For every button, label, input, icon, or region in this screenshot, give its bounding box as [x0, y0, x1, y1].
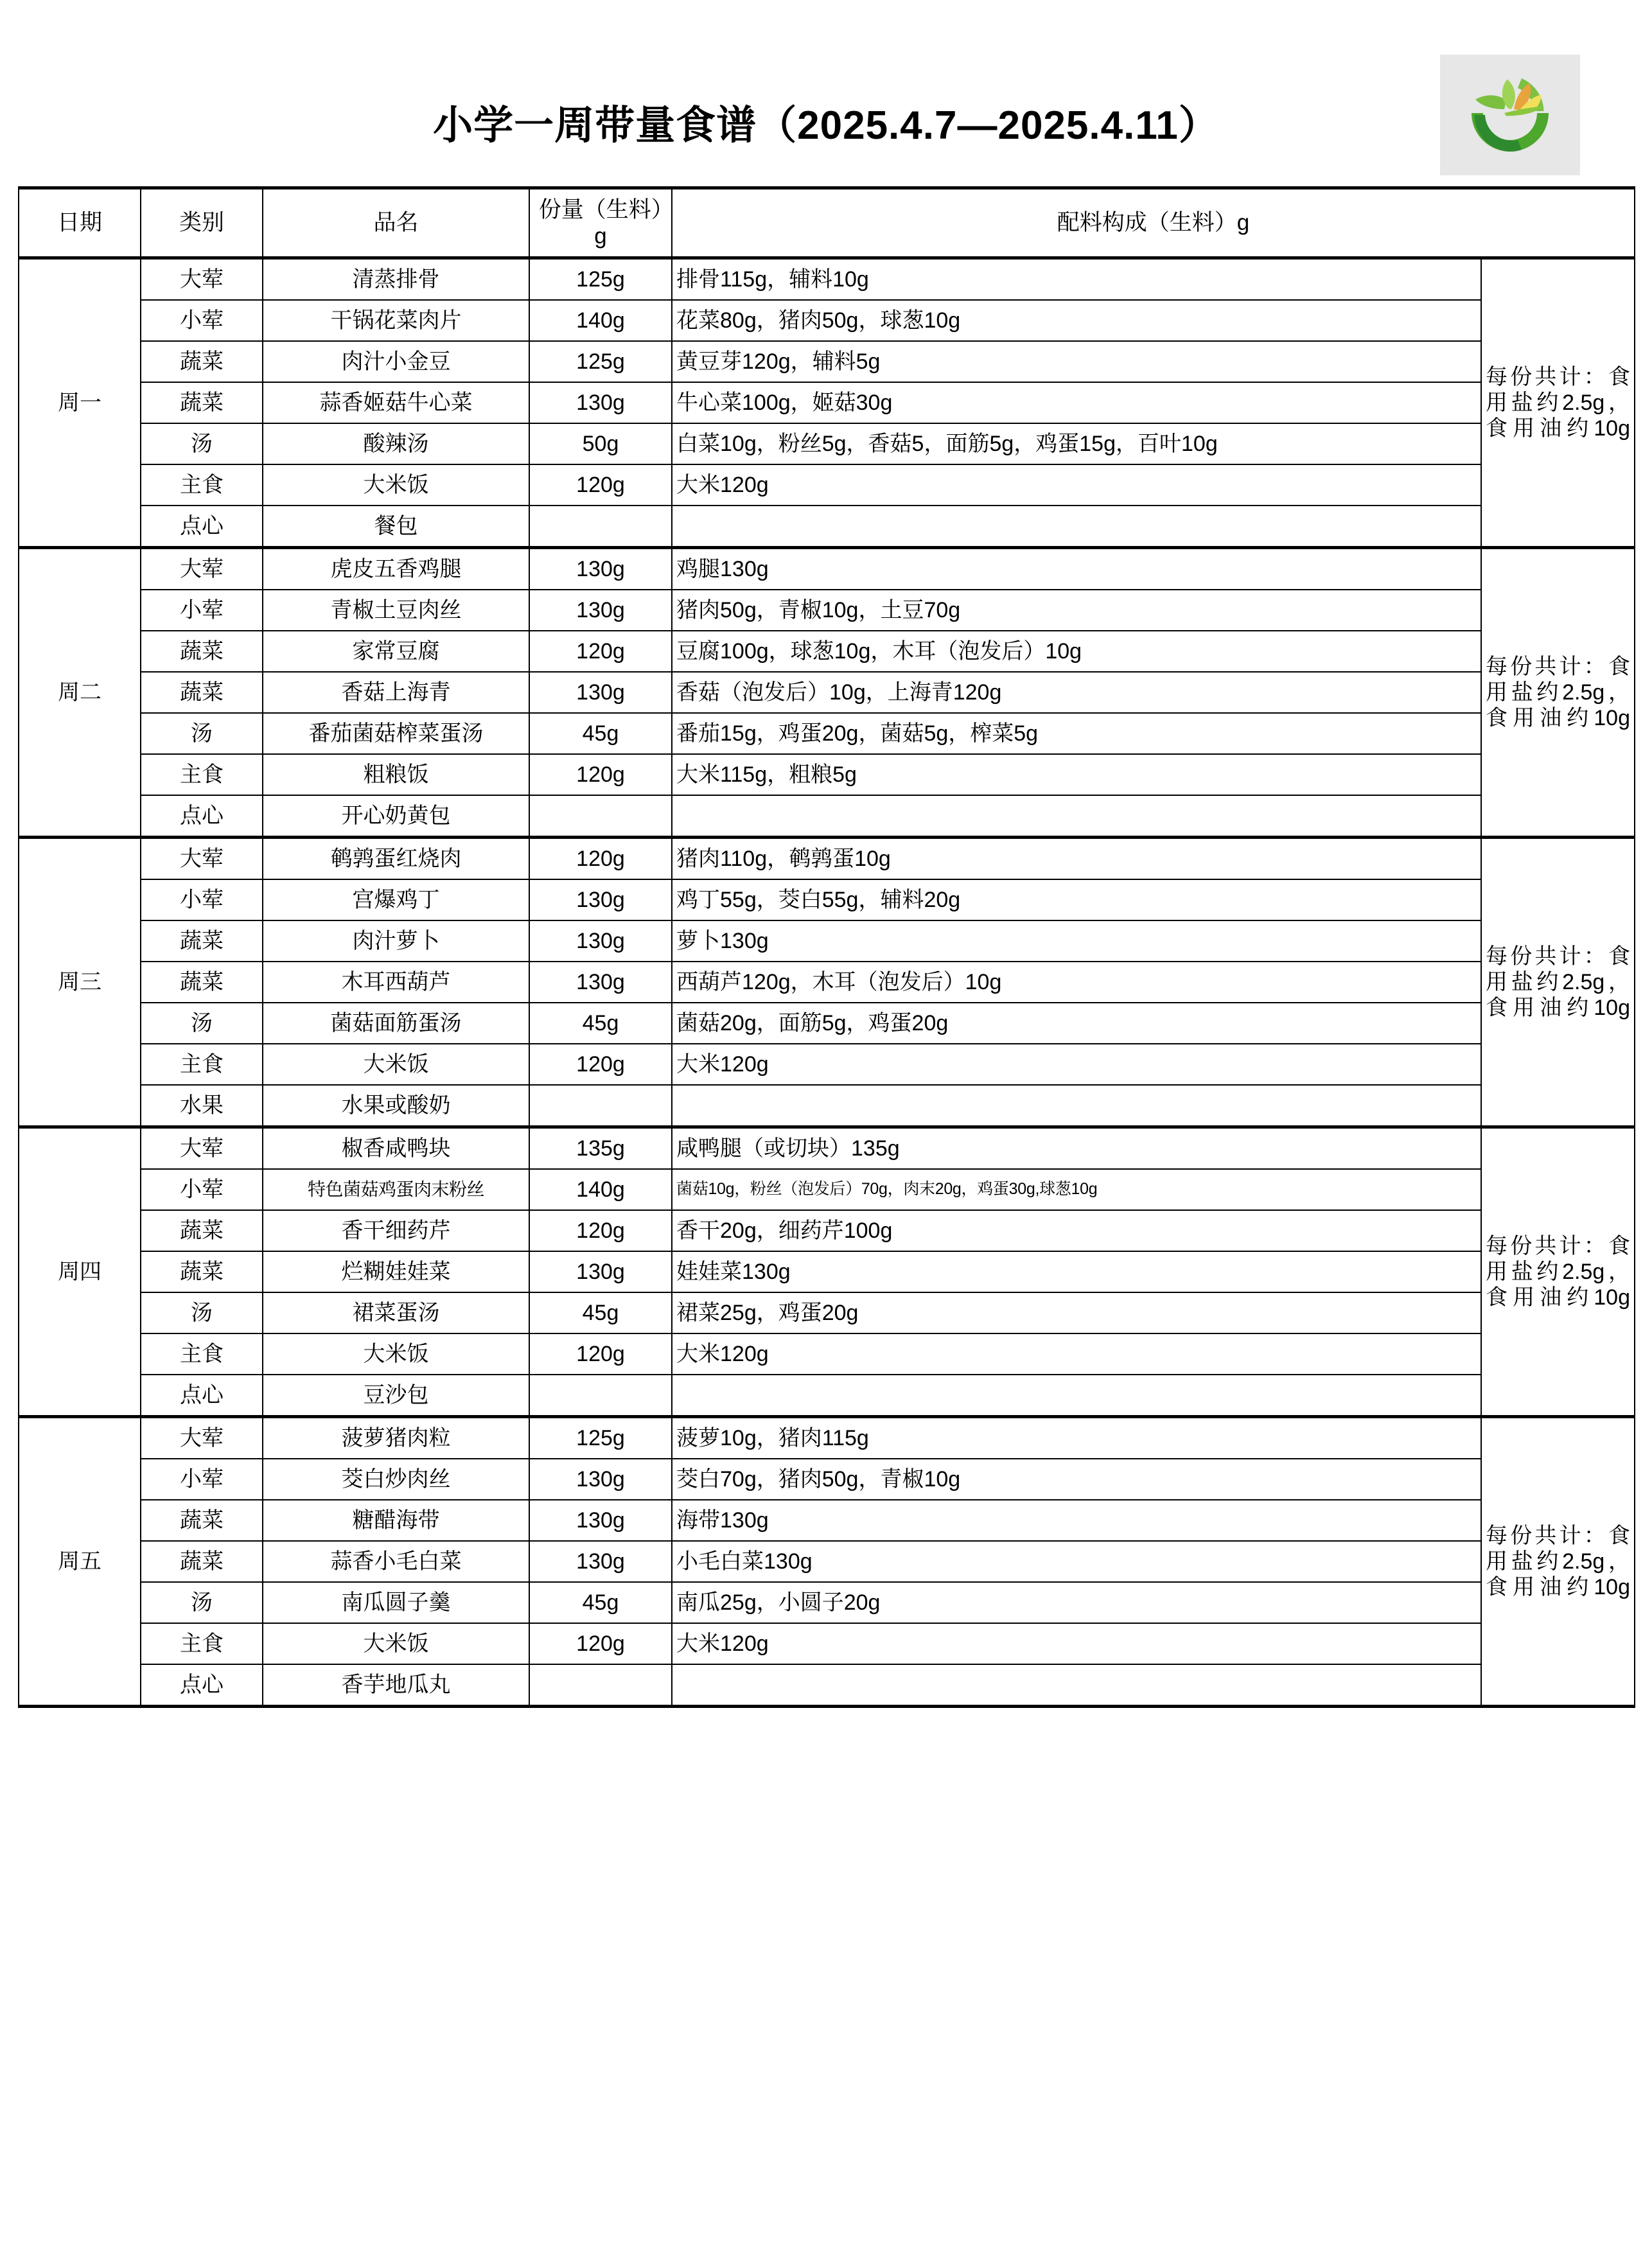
row-portion: 130g — [529, 590, 672, 631]
row-ingredients: 大米120g — [672, 464, 1481, 506]
table-row — [19, 1292, 1635, 1333]
row-ingredients: 白菜10g，粉丝5g，香菇5，面筋5g，鸡蛋15g，百叶10g — [672, 423, 1481, 464]
table-row — [19, 713, 1635, 754]
row-portion: 120g — [529, 1210, 672, 1251]
row-ingredients: 大米120g — [672, 1333, 1481, 1375]
row-category: 大荤 — [141, 1127, 263, 1170]
row-portion: 135g — [529, 1127, 672, 1170]
day-label: 周五 — [19, 1417, 141, 1707]
row-portion: 130g — [529, 548, 672, 590]
table-row — [19, 838, 1635, 880]
row-category: 蔬菜 — [141, 341, 263, 382]
table-row — [19, 258, 1635, 301]
row-category: 主食 — [141, 754, 263, 795]
table-row — [19, 1541, 1635, 1582]
row-ingredients: 鸡腿130g — [672, 548, 1481, 590]
menu-table-wrapper — [18, 186, 1634, 1708]
row-dish: 南瓜圆子羹 — [263, 1582, 529, 1623]
row-category: 点心 — [141, 1664, 263, 1707]
row-dish: 裙菜蛋汤 — [263, 1292, 529, 1333]
row-dish: 干锅花菜肉片 — [263, 300, 529, 341]
row-ingredients: 南瓜25g，小圆子20g — [672, 1582, 1481, 1623]
row-dish: 粗粮饭 — [263, 754, 529, 795]
row-ingredients: 花菜80g，猪肉50g，球葱10g — [672, 300, 1481, 341]
table-row — [19, 1375, 1635, 1417]
row-ingredients: 菌菇10g，粉丝（泡发后）70g，肉末20g，鸡蛋30g,球葱10g — [672, 1169, 1481, 1210]
row-category: 水果 — [141, 1085, 263, 1127]
row-dish: 豆沙包 — [263, 1375, 529, 1417]
row-dish: 清蒸排骨 — [263, 258, 529, 301]
row-category: 蔬菜 — [141, 1500, 263, 1541]
table-row — [19, 341, 1635, 382]
weekly-menu-table — [18, 186, 1635, 1708]
row-dish: 烂糊娃娃菜 — [263, 1251, 529, 1292]
day-label: 周二 — [19, 548, 141, 838]
menu-table-body — [19, 188, 1635, 1707]
row-ingredients: 猪肉50g，青椒10g，土豆70g — [672, 590, 1481, 631]
header-ingredients: 配料构成（生料）g — [672, 188, 1635, 258]
day-note: 每份共计：食用盐约2.5g，食用油约10g — [1481, 258, 1635, 548]
row-dish: 肉汁小金豆 — [263, 341, 529, 382]
table-row — [19, 1500, 1635, 1541]
table-row — [19, 1582, 1635, 1623]
row-dish: 香芋地瓜丸 — [263, 1664, 529, 1707]
row-ingredients — [672, 1375, 1481, 1417]
row-category: 大荤 — [141, 548, 263, 590]
table-row — [19, 1127, 1635, 1170]
row-dish: 大米饭 — [263, 464, 529, 506]
row-dish: 香干细药芹 — [263, 1210, 529, 1251]
row-portion: 125g — [529, 341, 672, 382]
row-portion — [529, 506, 672, 548]
row-category: 蔬菜 — [141, 382, 263, 423]
bowl-greens-icon — [1462, 67, 1558, 163]
table-row — [19, 1251, 1635, 1292]
row-category: 汤 — [141, 1003, 263, 1044]
row-portion: 130g — [529, 1500, 672, 1541]
row-ingredients: 鸡丁55g，茭白55g，辅料20g — [672, 879, 1481, 920]
row-ingredients: 番茄15g，鸡蛋20g，菌菇5g，榨菜5g — [672, 713, 1481, 754]
row-dish: 蒜香小毛白菜 — [263, 1541, 529, 1582]
row-ingredients: 大米120g — [672, 1044, 1481, 1085]
row-ingredients — [672, 1085, 1481, 1127]
table-row — [19, 754, 1635, 795]
row-dish: 菌菇面筋蛋汤 — [263, 1003, 529, 1044]
row-portion: 120g — [529, 1044, 672, 1085]
row-category: 蔬菜 — [141, 920, 263, 962]
row-portion — [529, 1664, 672, 1707]
row-category: 主食 — [141, 464, 263, 506]
row-dish: 香菇上海青 — [263, 672, 529, 713]
row-ingredients: 香干20g，细药芹100g — [672, 1210, 1481, 1251]
row-portion — [529, 1085, 672, 1127]
row-ingredients: 大米120g — [672, 1623, 1481, 1664]
row-portion: 125g — [529, 258, 672, 301]
row-ingredients: 排骨115g，辅料10g — [672, 258, 1481, 301]
row-dish: 餐包 — [263, 506, 529, 548]
row-portion: 130g — [529, 672, 672, 713]
row-portion: 45g — [529, 1582, 672, 1623]
row-category: 小荤 — [141, 1459, 263, 1500]
table-row — [19, 879, 1635, 920]
table-row — [19, 1459, 1635, 1500]
row-portion: 130g — [529, 1541, 672, 1582]
row-dish: 椒香咸鸭块 — [263, 1127, 529, 1170]
row-category: 蔬菜 — [141, 631, 263, 672]
school-logo — [1440, 55, 1580, 175]
row-portion: 130g — [529, 1459, 672, 1500]
table-row — [19, 1664, 1635, 1707]
row-dish: 茭白炒肉丝 — [263, 1459, 529, 1500]
row-portion: 120g — [529, 754, 672, 795]
row-category: 主食 — [141, 1623, 263, 1664]
row-portion: 120g — [529, 838, 672, 880]
page-header — [0, 0, 1652, 193]
row-portion: 130g — [529, 879, 672, 920]
table-row — [19, 631, 1635, 672]
row-category: 蔬菜 — [141, 672, 263, 713]
row-dish: 酸辣汤 — [263, 423, 529, 464]
row-portion: 45g — [529, 1292, 672, 1333]
day-note: 每份共计：食用盐约2.5g，食用油约10g — [1481, 838, 1635, 1127]
row-dish: 蒜香姬菇牛心菜 — [263, 382, 529, 423]
row-portion — [529, 795, 672, 838]
row-portion — [529, 1375, 672, 1417]
row-dish: 大米饭 — [263, 1044, 529, 1085]
row-category: 点心 — [141, 1375, 263, 1417]
table-row — [19, 1085, 1635, 1127]
row-ingredients: 西葫芦120g，木耳（泡发后）10g — [672, 962, 1481, 1003]
row-category: 小荤 — [141, 1169, 263, 1210]
table-row — [19, 506, 1635, 548]
table-row — [19, 672, 1635, 713]
row-ingredients: 茭白70g，猪肉50g，青椒10g — [672, 1459, 1481, 1500]
day-label: 周四 — [19, 1127, 141, 1417]
row-category: 点心 — [141, 506, 263, 548]
table-row — [19, 1210, 1635, 1251]
row-category: 大荤 — [141, 1417, 263, 1459]
row-dish: 木耳西葫芦 — [263, 962, 529, 1003]
row-category: 蔬菜 — [141, 962, 263, 1003]
row-portion: 120g — [529, 1333, 672, 1375]
row-portion: 140g — [529, 1169, 672, 1210]
row-dish: 肉汁萝卜 — [263, 920, 529, 962]
row-portion: 130g — [529, 382, 672, 423]
table-row — [19, 1417, 1635, 1459]
row-category: 蔬菜 — [141, 1541, 263, 1582]
table-row — [19, 464, 1635, 506]
row-category: 小荤 — [141, 300, 263, 341]
row-category: 主食 — [141, 1333, 263, 1375]
row-portion: 130g — [529, 1251, 672, 1292]
row-category: 点心 — [141, 795, 263, 838]
row-category: 小荤 — [141, 590, 263, 631]
table-header-row — [19, 188, 1635, 258]
row-ingredients: 海带130g — [672, 1500, 1481, 1541]
row-dish: 糖醋海带 — [263, 1500, 529, 1541]
row-dish: 家常豆腐 — [263, 631, 529, 672]
row-ingredients: 豆腐100g，球葱10g，木耳（泡发后）10g — [672, 631, 1481, 672]
header-category: 类别 — [141, 188, 263, 258]
row-dish: 青椒土豆肉丝 — [263, 590, 529, 631]
row-portion: 50g — [529, 423, 672, 464]
day-label: 周一 — [19, 258, 141, 548]
header-dish: 品名 — [263, 188, 529, 258]
row-category: 大荤 — [141, 258, 263, 301]
row-dish: 鹌鹑蛋红烧肉 — [263, 838, 529, 880]
row-category: 汤 — [141, 713, 263, 754]
day-note: 每份共计：食用盐约2.5g，食用油约10g — [1481, 1417, 1635, 1707]
row-dish: 特色菌菇鸡蛋肉末粉丝 — [263, 1169, 529, 1210]
row-ingredients — [672, 506, 1481, 548]
row-ingredients: 黄豆芽120g，辅料5g — [672, 341, 1481, 382]
row-dish: 大米饭 — [263, 1623, 529, 1664]
header-date: 日期 — [19, 188, 141, 258]
row-category: 大荤 — [141, 838, 263, 880]
row-category: 汤 — [141, 423, 263, 464]
table-row — [19, 548, 1635, 590]
table-row — [19, 1044, 1635, 1085]
table-row — [19, 382, 1635, 423]
row-ingredients: 娃娃菜130g — [672, 1251, 1481, 1292]
row-category: 蔬菜 — [141, 1210, 263, 1251]
row-ingredients: 萝卜130g — [672, 920, 1481, 962]
row-portion: 140g — [529, 300, 672, 341]
row-category: 主食 — [141, 1044, 263, 1085]
row-portion: 120g — [529, 464, 672, 506]
row-portion: 125g — [529, 1417, 672, 1459]
row-ingredients: 小毛白菜130g — [672, 1541, 1481, 1582]
row-dish: 大米饭 — [263, 1333, 529, 1375]
row-dish: 水果或酸奶 — [263, 1085, 529, 1127]
row-ingredients: 裙菜25g，鸡蛋20g — [672, 1292, 1481, 1333]
row-dish: 虎皮五香鸡腿 — [263, 548, 529, 590]
page-title: 小学一周带量食谱（2025.4.7—2025.4.11） — [433, 103, 1219, 148]
day-note: 每份共计：食用盐约2.5g，食用油约10g — [1481, 548, 1635, 838]
table-row — [19, 920, 1635, 962]
row-ingredients — [672, 795, 1481, 838]
day-label: 周三 — [19, 838, 141, 1127]
row-portion: 45g — [529, 1003, 672, 1044]
row-portion: 130g — [529, 962, 672, 1003]
row-dish: 番茄菌菇榨菜蛋汤 — [263, 713, 529, 754]
table-row — [19, 1333, 1635, 1375]
row-portion: 45g — [529, 713, 672, 754]
day-note: 每份共计：食用盐约2.5g，食用油约10g — [1481, 1127, 1635, 1417]
row-portion: 120g — [529, 1623, 672, 1664]
row-ingredients: 咸鸭腿（或切块）135g — [672, 1127, 1481, 1170]
table-row — [19, 1003, 1635, 1044]
row-category: 汤 — [141, 1582, 263, 1623]
row-portion: 130g — [529, 920, 672, 962]
table-row — [19, 1623, 1635, 1664]
table-row — [19, 795, 1635, 838]
row-ingredients — [672, 1664, 1481, 1707]
row-dish: 开心奶黄包 — [263, 795, 529, 838]
table-row — [19, 300, 1635, 341]
row-ingredients: 牛心菜100g，姬菇30g — [672, 382, 1481, 423]
table-row — [19, 1169, 1635, 1210]
row-category: 蔬菜 — [141, 1251, 263, 1292]
row-dish: 菠萝猪肉粒 — [263, 1417, 529, 1459]
row-ingredients: 菌菇20g，面筋5g，鸡蛋20g — [672, 1003, 1481, 1044]
row-ingredients: 大米115g，粗粮5g — [672, 754, 1481, 795]
row-ingredients: 香菇（泡发后）10g，上海青120g — [672, 672, 1481, 713]
table-row — [19, 590, 1635, 631]
row-ingredients: 菠萝10g，猪肉115g — [672, 1417, 1481, 1459]
table-row — [19, 962, 1635, 1003]
row-ingredients: 猪肉110g，鹌鹑蛋10g — [672, 838, 1481, 880]
row-category: 汤 — [141, 1292, 263, 1333]
table-row — [19, 423, 1635, 464]
row-dish: 宫爆鸡丁 — [263, 879, 529, 920]
row-portion: 120g — [529, 631, 672, 672]
row-category: 小荤 — [141, 879, 263, 920]
header-portion: 份量（生料）g — [529, 188, 672, 258]
